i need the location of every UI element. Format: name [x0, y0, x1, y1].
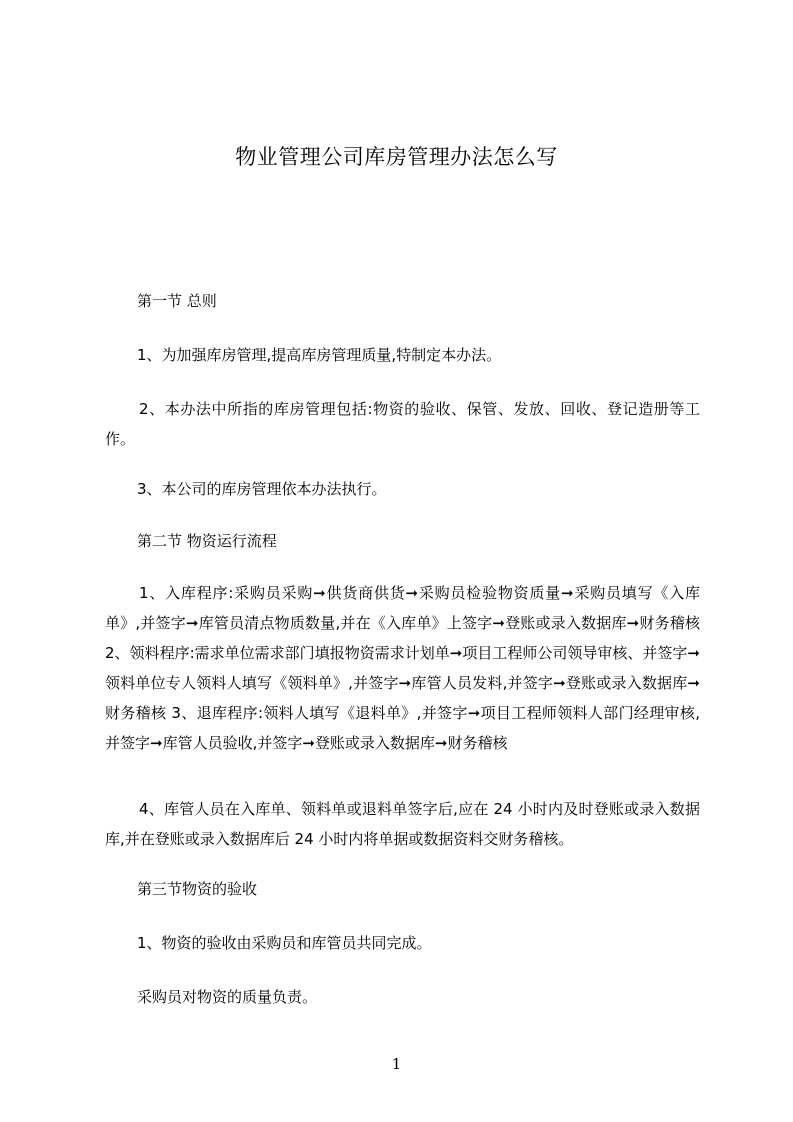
page-number: 1: [391, 1055, 402, 1073]
section-2-paragraph-1: 1、入库程序:采购员采购➞供货商供货➞采购员检验物资质量➞采购员填写《入库单》,并签字➞库管员清点物质数量,并在《入库单》上签字➞登账或录入数据库➞财务稽核 2、领料程序:需求单位需求部门填报物资需求计划单➞项目工程师公司领导审核、并签字➞领料单位专人领料人填写《领料单》,并签字➞库管人员发料,并签字➞登账或录入数据库➞财务稽核 3、退库程序:领料人填写《退料单》,并签字➞项目工程师领料人部门经理审核,并签字➞库管人员验收,并签字➞登账或录入数据库➞财务稽核: [105, 584, 700, 752]
section-1-paragraph-1: 1、为加强库房管理,提高库房管理质量,特制定本办法。: [137, 346, 502, 364]
section-1-paragraph-3: 3、本公司的库房管理依本办法执行。: [137, 480, 387, 498]
section-1-heading: 第一节 总则: [137, 292, 217, 310]
section-3-paragraph-1: 1、物资的验收由采购员和库管员共同完成。: [137, 934, 432, 952]
section-2-heading: 第二节 物资运行流程: [137, 532, 277, 550]
section-3-heading: 第三节物资的验收: [137, 880, 258, 898]
section-3-paragraph-2: 采购员对物资的质量负责。: [137, 988, 318, 1006]
document-title: 物业管理公司库房管理办法怎么写: [235, 145, 558, 169]
section-1-paragraph-2: 2、本办法中所指的库房管理包括:物资的验收、保管、发放、回收、登记造册等工作。: [105, 400, 700, 448]
section-2-paragraph-2: 4、库管人员在入库单、领料单或退料单签字后,应在 24 小时内及时登账或录入数据库,并在登账或录入数据库后 24 小时内将单据或数据资料交财务稽核。: [105, 800, 700, 848]
